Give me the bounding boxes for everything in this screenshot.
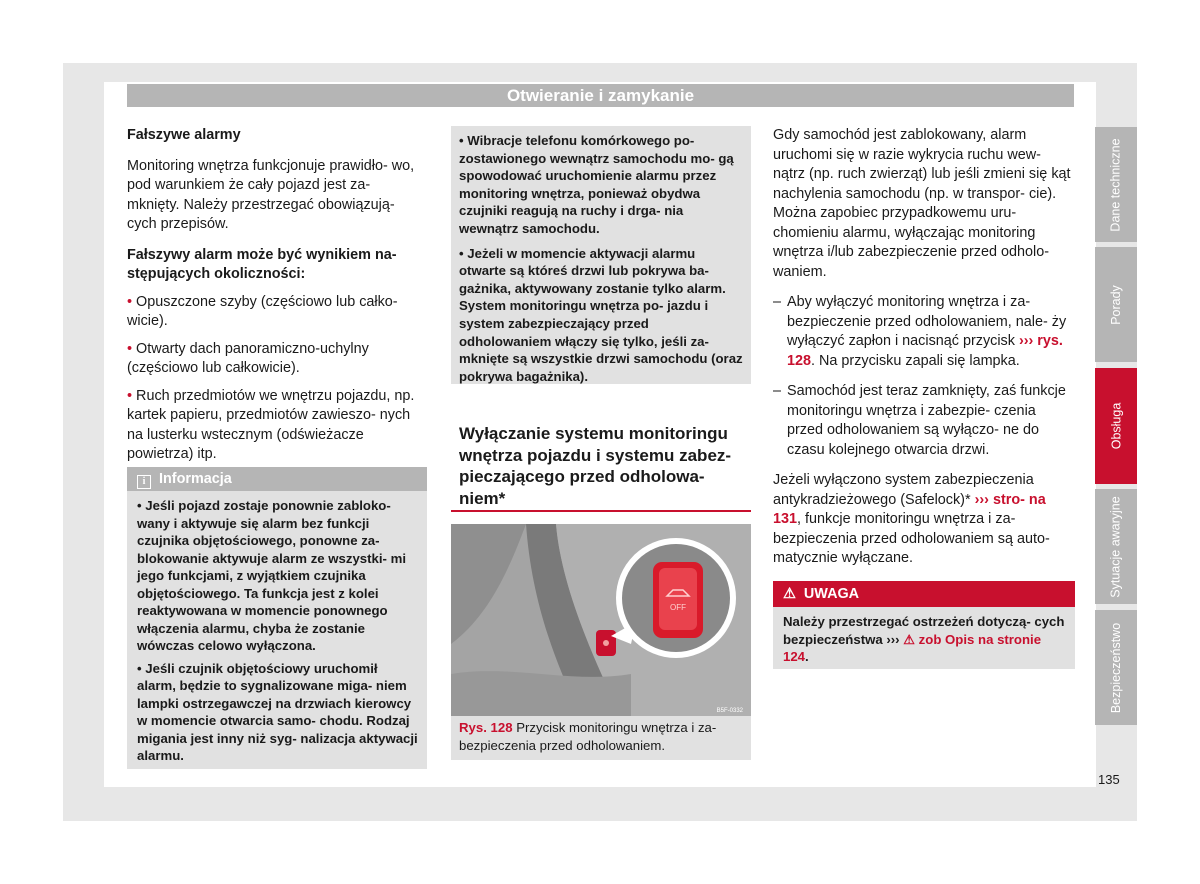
- false-alarms-subheading: Fałszywy alarm może być wynikiem na- stępujących okoliczności:: [127, 246, 397, 282]
- bullet-icon: •: [127, 387, 133, 404]
- warning-box: [773, 581, 1075, 669]
- info-box: [127, 467, 427, 769]
- note-item: • Jeżeli w momencie aktywacji alarmu otwarte są któreś drzwi lub pokrywa ba- gażnika, aktywowany zostanie tylko alarm. System monitoringu wnętrza po- jazdu i system zabezpieczający przed odholowaniem włączy się tylko, jeśli za- mknięte są wszystkie drzwi samochodu (oraz pokrywa bagażnika).: [459, 245, 743, 384]
- column-left: [127, 126, 423, 465]
- info-item: • Jeśli pojazd zostaje ponownie zabloko- wany i aktywuje się alarm bez funkcji czujnika objętościowego, ponowne za- blokowanie aktywuje alarm ze wszystki- mi jego funkcjami, z wyjątkiem czujnika objętościowego. Ta funkcja jest z kolei reaktywowana w momencie ponownego włączenia alarmu, chyba że zostanie wówczas celowo wyłączona.: [137, 498, 406, 653]
- safelock-paragraph: Jeżeli wyłączono system zabezpieczenia antykradzieżowego (Safelock)* ››› stro- na 131, funkcje monitoringu wnętrza i za- bezpieczenia przed odholowaniem są auto- matycznie wyłączane.: [773, 472, 1050, 566]
- tab-sytuacje-awaryjne[interactable]: Sytuacje awaryjne: [1095, 489, 1137, 604]
- warning-header: [773, 581, 1075, 607]
- intro-paragraph: Gdy samochód jest zablokowany, alarm uruchomi się w razie wykrycia ruchu wew- nątrz (np. ruch zwierząt) lub jeśli zmieni się kąt nachylenia samochodu (np. w transpor- cie). Można zapobiec przypadkowemu uru- chomieniu alarmu, wyłączając monitoring wnętrza i/lub zabezpieczenie przed odholo- waniem.: [773, 127, 1071, 280]
- button-illustration: [451, 524, 751, 716]
- list-item: • Opuszczone szyby (częściowo lub całko- wicie).: [127, 293, 398, 329]
- page-link[interactable]: ››› stro- na 131: [773, 491, 1046, 527]
- chapter-title: Otwieranie i zamykanie: [506, 86, 695, 105]
- page-number: 135: [1098, 772, 1120, 787]
- list-item: • Otwarty dach panoramiczno-uchylny (częściowo lub całkowicie).: [127, 340, 369, 376]
- caption-text: Przycisk monitoringu wnętrza i za- bezpieczenia przed odholowaniem.: [459, 720, 717, 753]
- column-right: [773, 126, 1075, 569]
- figure-image: [451, 524, 751, 716]
- warning-title: UWAGA: [803, 586, 860, 602]
- warning-body: Należy przestrzegać ostrzeżeń dotyczą- cych bezpieczeństwa ››› ⚠ zob Opis na stronie 124.: [783, 614, 1065, 664]
- tab-bezpieczenstwo[interactable]: Bezpieczeństwo: [1095, 610, 1137, 725]
- info-box-body: [127, 491, 427, 765]
- section-divider: [451, 510, 751, 512]
- section-title: Wyłączanie systemu monitoringu wnętrza pojazdu i systemu zabez- pieczającego przed odholowa- niem*: [459, 424, 732, 508]
- info-item: • Jeśli czujnik objętościowy uruchomił alarm, będzie to sygnalizowane miga- niem lampki ostrzegawczej na drzwiach kierowcy w momencie otwarcia samo- chodu. Rodzaj migania jest inny niż syg- nalizacja aktywacji alarmu.: [137, 660, 418, 763]
- warning-icon: ⚠: [783, 586, 796, 602]
- false-alarms-heading: Fałszywe alarmy: [127, 127, 241, 143]
- step-item: – Aby wyłączyć monitoring wnętrza i za- bezpieczenie przed odholowaniem, nale- ży wyłączyć zapłon i nacisnąć przycisk ››› rys. 128. Na przycisku zapali się lampka.: [773, 293, 1075, 371]
- bullet-icon: •: [127, 293, 133, 310]
- tab-dane-techniczne[interactable]: Dane techniczne: [1095, 127, 1137, 242]
- warning-link[interactable]: ⚠ zob Opis na stronie 124: [783, 631, 1042, 664]
- info-icon: i: [137, 475, 151, 489]
- info-box-title: Informacja: [159, 471, 232, 487]
- info-box-header: [127, 467, 427, 491]
- figure-link[interactable]: ››› rys. 128: [787, 333, 1063, 369]
- figure-code: B5F-0332: [716, 708, 743, 714]
- chapter-header: [127, 84, 1074, 107]
- bullet-icon: •: [127, 340, 133, 357]
- caption-ref: Rys. 128: [459, 720, 513, 735]
- step-item: – Samochód jest teraz zamknięty, zaś funkcje monitoringu wnętrza i zabezpie- czenia przed odholowaniem są wyłączo- ne do czasu kolejnego otwarcia drzwi.: [773, 382, 1075, 460]
- tab-obsluga[interactable]: Obsługa: [1095, 368, 1137, 484]
- button-label: OFF: [670, 603, 686, 612]
- note-box-body: [451, 126, 751, 385]
- tab-porady[interactable]: Porady: [1095, 247, 1137, 362]
- note-item: • Wibracje telefonu komórkowego po- zostawionego wewnątrz samochodu mo- gą spowodować uruchomienie alarmu przez monitoring wnętrza, ponieważ obydwa czujniki reagują na ruchy i drga- nia wewnątrz samochodu.: [459, 133, 734, 236]
- note-box: [451, 126, 751, 384]
- figure-caption: [451, 716, 751, 760]
- false-alarms-intro: Monitoring wnętrza funkcjonuje prawidło- wo, pod warunkiem że cały pojazd jest za- mknięty. Należy przestrzegać obowiązują- cych przepisów.: [127, 157, 415, 232]
- list-item: • Ruch przedmiotów we wnętrzu pojazdu, np. kartek papieru, przedmiotów zawieszo- nych na lusterku wstecznym (odświeżacze powietrza) itp.: [127, 387, 415, 462]
